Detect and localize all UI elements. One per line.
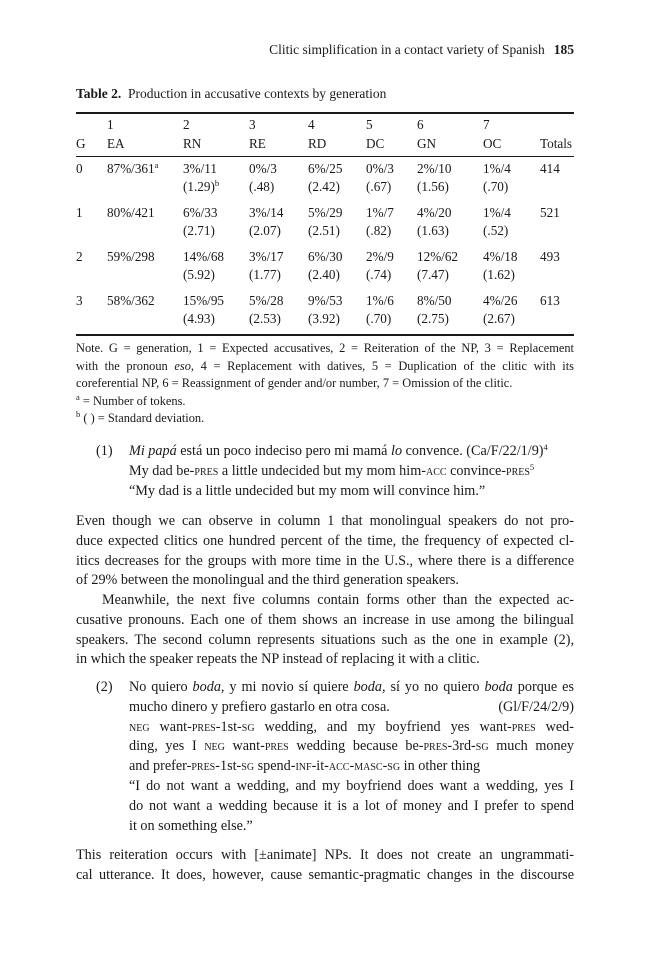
paragraph-line: itics decreases for the groups with more time in the U.S., where there is a difference — [76, 552, 574, 569]
example-gloss: and prefer-pres-1st-sg spend-inf-it-acc-masc-sg in other thing — [129, 758, 481, 775]
column-header: EA — [107, 136, 125, 151]
table-cell-value: 87%/361$^a$ — [107, 160, 159, 176]
table-bottom-rule — [76, 334, 574, 336]
table-cell-value: 3%/14 — [249, 205, 284, 220]
table-cell-sd: (1.63) — [417, 223, 449, 238]
table-cell-sd: (2.51) — [308, 223, 340, 238]
table-cell-total: 493 — [540, 249, 560, 264]
table-cell-value: 14%/68 — [183, 249, 225, 264]
table-cell-value: 3%/11 — [183, 161, 217, 176]
table-cell-value: 0%/3 — [249, 161, 277, 176]
table-cell-value: 1%/7 — [366, 205, 394, 220]
example-translation: do not want a wedding because it is a lot of money and I prefer to spend — [129, 797, 574, 814]
table-cell-value: 4%/18 — [483, 249, 518, 264]
example-body — [129, 442, 574, 501]
example-body — [129, 678, 574, 836]
table-cell-value: 80%/421 — [107, 205, 155, 220]
table-cell-total: 521 — [540, 205, 560, 220]
table-caption — [76, 86, 386, 102]
table-cell-sd: (7.47) — [417, 267, 449, 282]
table-cell-value: 2%/9 — [366, 249, 394, 264]
paragraph-2 — [76, 591, 574, 670]
column-header: OC — [483, 136, 502, 151]
table-cell-value: 1%/6 — [366, 293, 394, 308]
table-cell-sd: (.67) — [366, 179, 392, 194]
table-cell-sd: (2.53) — [249, 311, 281, 326]
table-cell-value: 6%/25 — [308, 161, 343, 176]
footnote-b — [76, 410, 574, 428]
example-translation: it on something else.” — [129, 817, 253, 834]
footnote-mark: a — [76, 391, 80, 402]
footnote-mark: a — [154, 160, 159, 170]
table-cell-sd: (2.07) — [249, 223, 281, 238]
column-number: 4 — [308, 117, 315, 132]
footnote-a — [76, 393, 574, 411]
column-number: 3 — [249, 117, 256, 132]
example-translation: “My dad is a little undecided but my mom will convince him.” — [129, 482, 486, 499]
table-cell-value: 4%/20 — [417, 205, 452, 220]
table-caption-text: Production in accusative contexts by generation — [128, 86, 387, 101]
table-cell-value: 1%/4 — [483, 161, 511, 176]
paragraph-line: in which the speaker repeats the NP instead of replacing it with a clitic. — [76, 651, 480, 668]
note-line: coreferential NP, 6 = Reassignment of gender and/or number, 7 = Omission of the clitic. — [76, 376, 513, 391]
table-cell-value: 9%/53 — [308, 293, 343, 308]
paragraph-3 — [76, 846, 574, 886]
table-cell-value: 2%/10 — [417, 161, 452, 176]
table-cell-generation: 1 — [76, 205, 83, 220]
example-original: No quiero boda, y mi novio sí quiere boda, sí yo no quiero boda porque es — [129, 679, 574, 695]
table-label: Table 2. — [76, 86, 122, 101]
running-head — [269, 42, 574, 58]
note-line: Note. G = generation, 1 = Expected accusatives, 2 = Reiteration of the NP, 3 = Replacement — [76, 341, 574, 355]
paragraph-line: cusative pronouns. Each one of them shows an increase in use among the bilingual — [76, 611, 574, 628]
table-cell-sd: (1.56) — [417, 179, 449, 194]
table-cell-value: 6%/30 — [308, 249, 343, 264]
table-top-rule — [76, 112, 574, 114]
table-cell-value: 5%/28 — [249, 293, 284, 308]
example-translation: “I do not want a wedding, and my boyfriend does want a wedding, yes I — [129, 777, 574, 794]
paragraph-line: duce expected clitics one hundred percent of the time, the frequency of expected cl- — [76, 532, 574, 549]
table-cell-value: 1%/4 — [483, 205, 511, 220]
note-line — [76, 358, 574, 376]
paragraph-line: speakers. The second column represents situations such as the one in example (2), — [76, 631, 574, 648]
table-cell-value: 8%/50 — [417, 293, 452, 308]
table-cell-sd: (.52) — [483, 223, 509, 238]
table-cell-sd: (.74) — [366, 267, 392, 282]
table-cell-generation: 3 — [76, 293, 83, 308]
example-source-code: (Gl/F/24/2/9) — [498, 698, 574, 715]
table-cell-value: 6%/33 — [183, 205, 218, 220]
example-gloss: neg want-pres-1st-sg wedding, and my boyfriend yes want-pres wed- — [129, 718, 574, 735]
table-cell-sd: (2.42) — [308, 179, 340, 194]
paragraph-line: of 29% between the monolingual and the third generation speakers. — [76, 572, 459, 589]
paragraph-line: Meanwhile, the next five columns contain forms other than the expected ac- — [102, 592, 574, 608]
example-gloss: ding, yes I neg want-pres wedding because be-pres-3rd-sg much money — [129, 738, 574, 755]
table-cell-sd: (.70) — [483, 179, 509, 194]
table-cell-sd: (2.71) — [183, 223, 215, 238]
page-number: 185 — [553, 42, 574, 57]
footnote-text: ( ) = Standard deviation. — [80, 411, 205, 426]
paragraph-line: This reiteration occurs with [±animate] NPs. It does not create an ungrammati- — [76, 847, 574, 863]
column-header: GN — [417, 136, 437, 151]
table-cell-sd: (4.93) — [183, 311, 215, 326]
paragraph-line: cal utterance. It does, however, cause semantic-pragmatic changes in the discourse — [76, 866, 574, 883]
table-cell-value: 0%/3 — [366, 161, 394, 176]
table-cell-sd: (2.67) — [483, 311, 515, 326]
table-cell-sd: (1.62) — [483, 267, 515, 282]
table-cell-value: 12%/62 — [417, 249, 459, 264]
table-notes — [76, 340, 574, 428]
table-cell-generation: 2 — [76, 249, 83, 264]
note-emphasis: eso — [174, 358, 191, 373]
table-cell-value: 4%/26 — [483, 293, 518, 308]
column-number: 5 — [366, 117, 373, 132]
table-cell-value: 58%/362 — [107, 293, 155, 308]
column-header: RD — [308, 136, 327, 151]
example-original: mucho dinero y prefiero gastarlo en otra cosa. (Gl/F/24/2/9) — [129, 698, 574, 718]
column-header: RE — [249, 136, 266, 151]
example-original: Mi papá está un poco indeciso pero mi mamá lo convence. $(Ca/F/22/1/9)^4$ — [129, 442, 548, 459]
column-header: G — [76, 136, 86, 151]
table-cell-sd: (1.77) — [249, 267, 281, 282]
column-number: 1 — [107, 117, 114, 132]
column-number: 7 — [483, 117, 490, 132]
table-cell-sd: (.82) — [366, 223, 392, 238]
table-cell-sd: (2.75) — [417, 311, 449, 326]
footnote-mark: b — [214, 178, 220, 188]
example-gloss: My dad be-pres a little undecided but my mom him-acc convince-pres$^5$ — [129, 461, 535, 479]
example-number: (2) — [96, 679, 113, 695]
footnote-mark: b — [76, 409, 81, 420]
table-cell-value: 59%/298 — [107, 249, 155, 264]
table-cell-sd: (2.40) — [308, 267, 340, 282]
running-head-title: Clitic simplification in a contact variety of Spanish — [269, 42, 545, 57]
column-header: Totals — [540, 136, 573, 151]
table-cell-total: 613 — [540, 293, 560, 308]
column-header: DC — [366, 136, 385, 151]
table-cell-sd: (3.92) — [308, 311, 340, 326]
column-number: 6 — [417, 117, 424, 132]
table-cell-sd: (5.92) — [183, 267, 215, 282]
paragraph-line: Even though we can observe in column 1 that monolingual speakers do not pro- — [76, 513, 574, 529]
footnote-text: = Number of tokens. — [79, 393, 186, 408]
table-cell-sd: $(1.29)^b$ — [183, 178, 220, 194]
note-text: with the pronoun — [76, 358, 175, 373]
paragraph-1 — [76, 512, 574, 591]
example-number: (1) — [96, 443, 113, 459]
column-number: 2 — [183, 117, 190, 132]
table-cell-sd: (.70) — [366, 311, 392, 326]
table-cell-value: 3%/17 — [249, 249, 284, 264]
table-cell-total: 414 — [540, 161, 560, 176]
table-cell-value: 5%/29 — [308, 205, 343, 220]
table-cell-value: 15%/95 — [183, 293, 225, 308]
table-cell-sd: (.48) — [249, 179, 275, 194]
column-header: RN — [183, 136, 202, 151]
table-header-rule — [76, 156, 574, 157]
table-cell-generation: 0 — [76, 161, 83, 176]
note-text: , 4 = Replacement with datives, 5 = Duplication of the clitic with its — [190, 358, 574, 373]
